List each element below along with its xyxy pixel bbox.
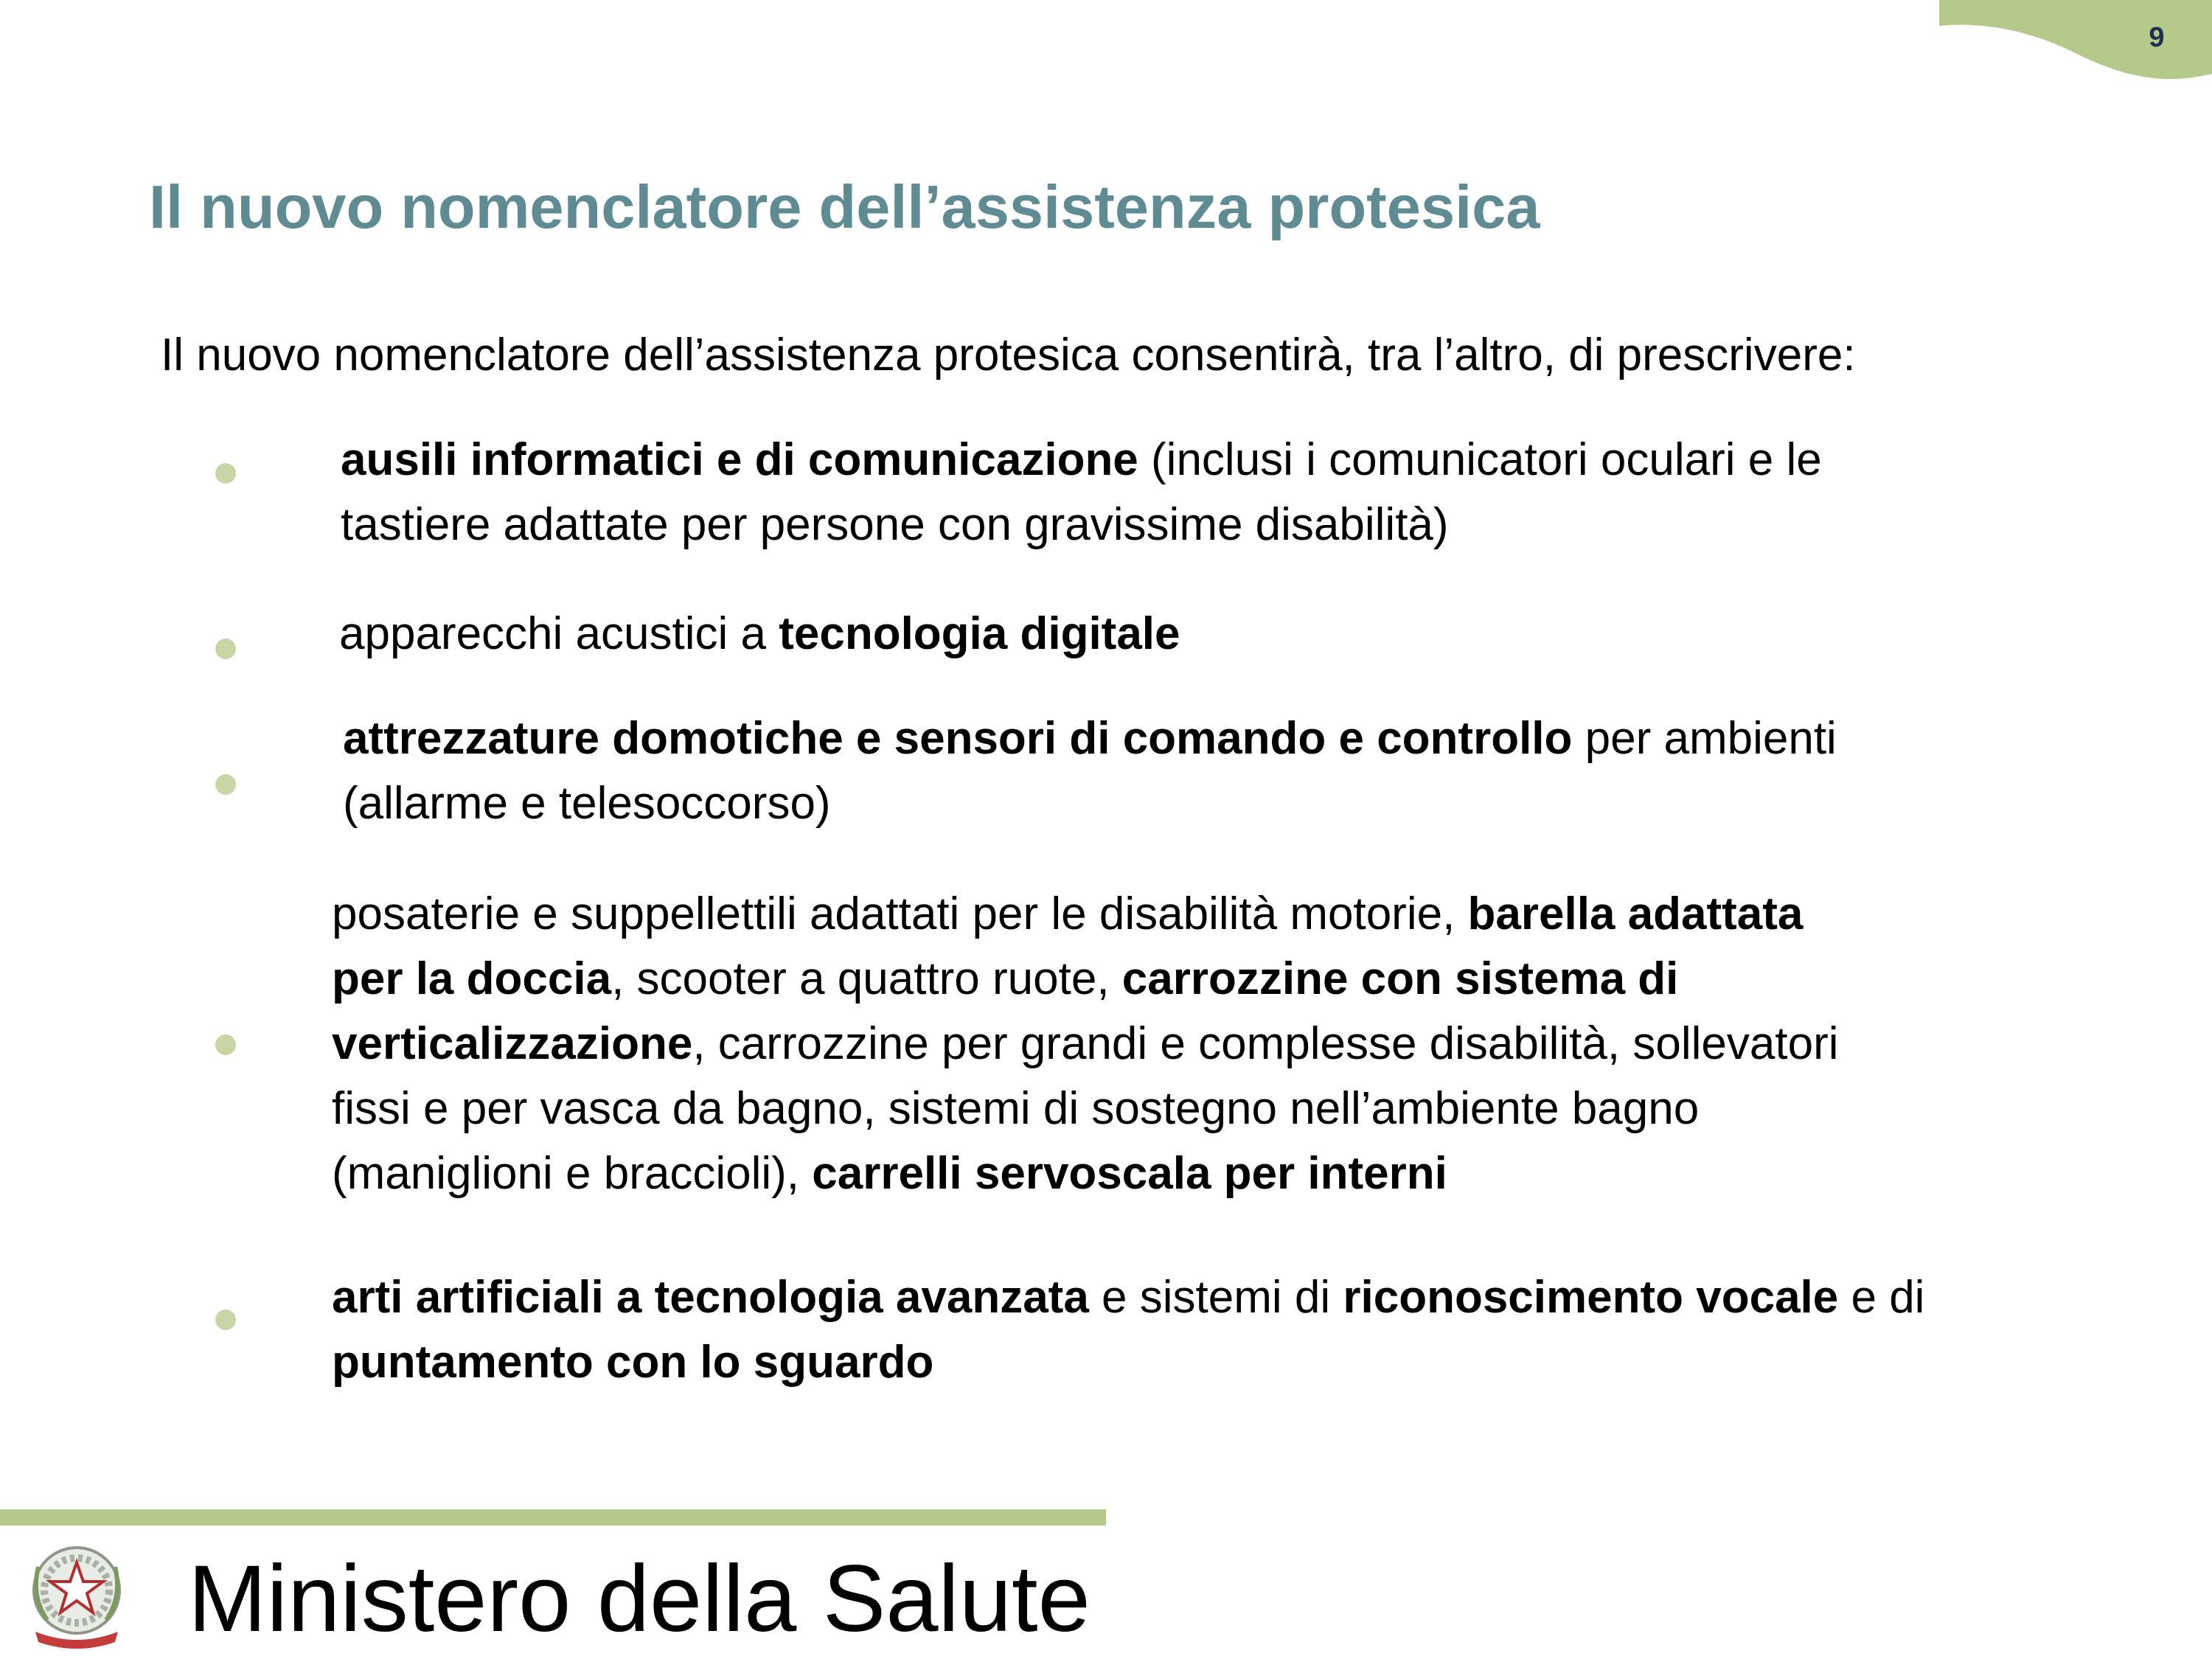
text-run: e di — [1838, 1272, 1925, 1323]
bullet-line — [332, 1330, 2042, 1395]
bullet-line — [332, 882, 2042, 947]
bold-text-run: attrezzature domotiche e sensori di comando e controllo — [343, 713, 1573, 764]
text-run: fissi e per vasca da bagno, sistemi di sostegno nell’ambiente bagno — [332, 1083, 1700, 1134]
bullet-marker — [215, 1034, 236, 1055]
text-run: (inclusi i comunicatori oculari e le — [1138, 434, 1822, 485]
bullet-marker — [215, 463, 236, 484]
text-run: , carrozzine per grandi e complesse disabilità, sollevatori — [692, 1018, 1839, 1069]
text-run: (maniglioni e braccioli), — [332, 1148, 813, 1199]
bullet-line — [341, 428, 2051, 493]
text-run: , scooter a quattro ruote, — [611, 953, 1122, 1004]
text-run: tastiere adattate per persone con gravissime disabilità) — [341, 499, 1449, 550]
bullet-item — [339, 602, 2050, 667]
text-run: e sistemi di — [1088, 1272, 1343, 1323]
bold-text-run: per la doccia — [332, 953, 612, 1004]
bold-text-run: carrozzine con sistema di — [1121, 953, 1679, 1004]
bold-text-run: puntamento con lo sguardo — [332, 1337, 934, 1388]
bullet-item — [332, 1265, 2042, 1395]
text-run: per ambienti — [1572, 713, 1837, 764]
bullet-item — [332, 882, 2042, 1206]
bold-text-run: barella adattata — [1467, 888, 1804, 939]
text-run: posaterie e suppellettili adattati per le disabilità motorie, — [332, 888, 1468, 939]
bold-text-run: carrelli servoscala per interni — [812, 1148, 1447, 1199]
bullet-line — [332, 1265, 2042, 1330]
bullet-marker — [215, 1310, 236, 1330]
bullet-marker — [215, 774, 236, 795]
bullet-line — [332, 1077, 2042, 1141]
bullet-line — [339, 602, 2050, 667]
bullet-line — [332, 1141, 2042, 1206]
bold-text-run: arti artificiali a tecnologia avanzata — [332, 1272, 1089, 1323]
intro-text: Il nuovo nomenclatore dell’assistenza protesica consentirà, tra l’altro, di prescrivere: — [161, 330, 1856, 380]
bullet-marker — [215, 639, 236, 659]
slide-title: Il nuovo nomenclatore dell’assistenza protesica — [149, 173, 1540, 241]
bullet-item — [343, 706, 2053, 836]
footer-divider — [0, 1509, 1106, 1526]
bullet-line — [332, 947, 2042, 1012]
page-number: 9 — [2149, 22, 2165, 53]
bullet-line — [332, 1012, 2042, 1077]
text-run: apparecchi acustici a — [339, 608, 779, 659]
bold-text-run: tecnologia digitale — [779, 608, 1180, 659]
italian-republic-emblem-icon — [25, 1537, 128, 1652]
bullet-line — [343, 771, 2053, 836]
bold-text-run: ausili informatici e di comunicazione — [341, 434, 1138, 485]
bold-text-run: verticalizzazione — [332, 1018, 693, 1069]
bullet-line — [341, 493, 2051, 557]
text-run: (allarme e telesoccorso) — [343, 778, 831, 829]
bullet-line — [343, 706, 2053, 771]
bold-text-run: riconoscimento vocale — [1343, 1272, 1839, 1323]
footer-organization-name: Ministero della Salute — [188, 1546, 1091, 1652]
bullet-item — [341, 428, 2051, 557]
